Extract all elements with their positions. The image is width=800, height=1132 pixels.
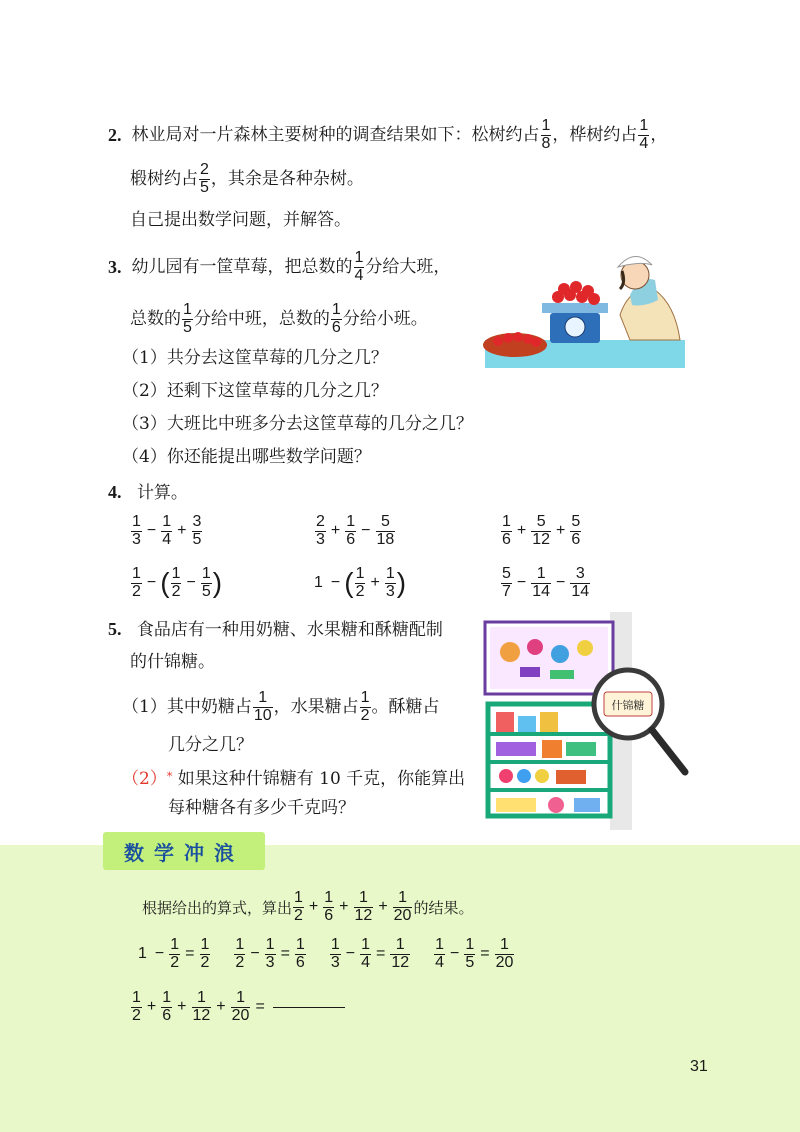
fraction: $\frac{1}{3}$ xyxy=(132,513,141,548)
fraction: $\frac{1}{3}$ xyxy=(330,936,340,971)
q5-line-2: 的什锦糖。 xyxy=(130,652,215,672)
fraction: $\frac{1}{4}$ xyxy=(435,936,445,971)
operator: − xyxy=(556,574,566,592)
operator: − xyxy=(330,574,341,592)
fraction: $\frac{1}{2}$ xyxy=(294,889,303,924)
star-mark: * xyxy=(166,770,173,783)
fraction: $\frac{1}{6}$ xyxy=(502,513,511,548)
expr-3 xyxy=(500,514,582,549)
operator: − xyxy=(186,574,196,592)
sub-label: （1） xyxy=(122,696,167,717)
fraction: $\frac{1}{6}$ xyxy=(324,889,334,924)
question-3 xyxy=(108,250,450,285)
fraction: $\frac{1}{12}$ xyxy=(192,989,211,1024)
fraction: $\frac{1}{2}$ xyxy=(170,936,180,971)
shop-sign-label: 什锦糖 xyxy=(611,699,645,712)
operator: + xyxy=(556,522,566,540)
q2-line-3: 自己提出数学问题，并解答。 xyxy=(130,210,351,230)
wave-sum xyxy=(130,990,345,1025)
strawberry-illustration xyxy=(480,245,690,370)
fraction: $\frac{1}{20}$ xyxy=(393,889,412,924)
q3-text: 分给大班， xyxy=(365,256,451,277)
q3-sub-2: （2）还剩下这筐草莓的几分之几？ xyxy=(122,381,388,401)
fraction: $\frac{1}{4}$ xyxy=(639,117,649,152)
fraction: $\frac{1}{5}$ xyxy=(201,565,211,600)
fraction: $\frac{5}{6}$ xyxy=(571,513,581,548)
q2-text: 椴树约占 xyxy=(130,168,198,189)
operator: − xyxy=(345,945,356,963)
fraction: $\frac{1}{5}$ xyxy=(465,936,475,971)
fraction: $\frac{1}{8}$ xyxy=(541,117,551,152)
expr-5 xyxy=(314,566,406,601)
page-number: 31 xyxy=(690,1058,708,1075)
fraction: $\frac{1}{2}$ xyxy=(132,989,141,1024)
paren: ( xyxy=(344,567,354,599)
fraction: $\frac{1}{6}$ xyxy=(295,936,305,971)
question-number: 5. xyxy=(108,619,122,639)
candy-shelf-illustration xyxy=(480,612,690,830)
wave-equations xyxy=(138,937,515,972)
fraction: $\frac{3}{14}$ xyxy=(571,565,590,600)
fraction: $\frac{1}{2}$ xyxy=(132,565,141,600)
expr-2 xyxy=(314,514,396,549)
fraction: $\frac{5}{7}$ xyxy=(502,565,511,600)
q3-sub-4: （4）你还能提出哪些数学问题？ xyxy=(122,447,371,467)
question-2 xyxy=(108,118,667,153)
q2-line-2 xyxy=(130,162,364,197)
question-number: 3. xyxy=(108,257,122,278)
operator: − xyxy=(361,522,371,540)
wave-intro xyxy=(142,890,473,925)
fraction: $\frac{1}{20}$ xyxy=(495,936,514,971)
fraction: $\frac{1}{14}$ xyxy=(532,565,551,600)
operator: + xyxy=(378,898,388,916)
q3-text: 分给小班。 xyxy=(342,308,428,329)
operator: − xyxy=(146,522,157,540)
q4-title: 计算。 xyxy=(136,483,188,503)
operator: = xyxy=(185,945,195,963)
whole-number: 1 xyxy=(314,574,323,592)
q5-text: 。酥糖占 xyxy=(371,696,440,717)
fraction: $\frac{1}{6}$ xyxy=(331,301,341,336)
whole-number: 1 xyxy=(138,945,147,963)
fraction: $\frac{1}{3}$ xyxy=(385,565,395,600)
fraction: $\frac{1}{12}$ xyxy=(391,936,410,971)
operator: − xyxy=(450,945,460,963)
fraction: $\frac{1}{3}$ xyxy=(265,936,275,971)
operator: = xyxy=(375,945,386,963)
operator: + xyxy=(216,998,226,1016)
fraction: $\frac{1}{10}$ xyxy=(253,689,272,724)
q5-text: 其中奶糖占 xyxy=(166,696,252,717)
question-number: 4. xyxy=(108,482,122,502)
fraction: $\frac{2}{5}$ xyxy=(200,161,209,196)
operator: + xyxy=(177,998,187,1016)
sub-label: （2） xyxy=(122,769,167,789)
operator: + xyxy=(516,522,527,540)
fraction: $\frac{1}{5}$ xyxy=(183,301,192,336)
fraction: $\frac{1}{2}$ xyxy=(200,936,210,971)
q2-text: ，桦树约占 xyxy=(552,124,638,145)
operator: + xyxy=(146,998,157,1016)
operator: + xyxy=(330,522,341,540)
fraction: $\frac{1}{12}$ xyxy=(354,889,373,924)
fraction: $\frac{1}{6}$ xyxy=(162,989,172,1024)
operator: − xyxy=(146,574,157,592)
answer-blank[interactable] xyxy=(273,1006,345,1008)
fraction: $\frac{5}{12}$ xyxy=(532,513,551,548)
question-4 xyxy=(108,483,188,502)
expr-4 xyxy=(130,566,222,601)
paren: ) xyxy=(396,567,407,599)
operator: = xyxy=(280,945,290,963)
fraction: $\frac{1}{20}$ xyxy=(231,989,250,1024)
fraction: $\frac{5}{18}$ xyxy=(376,513,395,548)
q3-sub-3: （3）大班比中班多分去这筐草莓的几分之几？ xyxy=(122,414,473,434)
operator: − xyxy=(154,945,165,963)
q3-text: 幼儿园有一筐草莓，把总数的 xyxy=(131,256,353,277)
operator: = xyxy=(480,945,490,963)
fraction: $\frac{1}{2}$ xyxy=(171,565,181,600)
q5-sub-2 xyxy=(122,771,465,788)
q5-sub-2-line-2: 每种糖各有多少千克吗？ xyxy=(168,798,355,818)
operator: + xyxy=(339,898,349,916)
q2-text: ，其余是各种杂树。 xyxy=(210,168,364,189)
q5-sub-1-line-2: 几分之几？ xyxy=(168,735,253,755)
q3-line-2 xyxy=(130,302,428,337)
wave-text: 根据给出的算式，算出 xyxy=(142,898,293,917)
question-number: 2. xyxy=(108,125,122,146)
q2-text: 林业局对一片森林主要树种的调查结果如下：松树约占 xyxy=(131,124,540,145)
fraction: $\frac{1}{4}$ xyxy=(361,936,370,971)
operator: − xyxy=(516,574,527,592)
q5-text: 食品店有一种用奶糖、水果糖和酥糖配制 xyxy=(136,620,443,640)
q5-text: 如果这种什锦糖有 10 千克，你能算出 xyxy=(177,769,466,789)
fraction: $\frac{1}{4}$ xyxy=(162,513,172,548)
fraction: $\frac{1}{4}$ xyxy=(354,249,364,284)
operator: = xyxy=(255,998,265,1016)
operator: + xyxy=(370,574,380,592)
q3-sub-1: （1）共分去这筐草莓的几分之几？ xyxy=(122,348,388,368)
q5-text: ，水果糖占 xyxy=(273,696,359,717)
math-surf-banner: 数学冲浪 xyxy=(103,832,265,870)
q3-text: 分给中班，总数的 xyxy=(193,308,330,329)
question-5 xyxy=(108,620,443,639)
fraction: $\frac{1}{2}$ xyxy=(360,689,370,724)
operator: + xyxy=(308,898,319,916)
expr-6 xyxy=(500,566,591,601)
fraction: $\frac{1}{2}$ xyxy=(235,936,245,971)
fraction: $\frac{3}{5}$ xyxy=(192,513,202,548)
q5-sub-1 xyxy=(122,690,440,725)
paren: ( xyxy=(160,567,170,599)
wave-text: 的结果。 xyxy=(413,898,474,917)
expr-1 xyxy=(130,514,203,549)
fraction: $\frac{2}{3}$ xyxy=(316,513,325,548)
punct: ， xyxy=(650,124,668,145)
q3-text: 总数的 xyxy=(130,308,181,329)
operator: + xyxy=(177,522,187,540)
operator: − xyxy=(250,945,260,963)
fraction: $\frac{1}{2}$ xyxy=(355,565,365,600)
paren: ) xyxy=(212,567,223,599)
fraction: $\frac{1}{6}$ xyxy=(346,513,356,548)
